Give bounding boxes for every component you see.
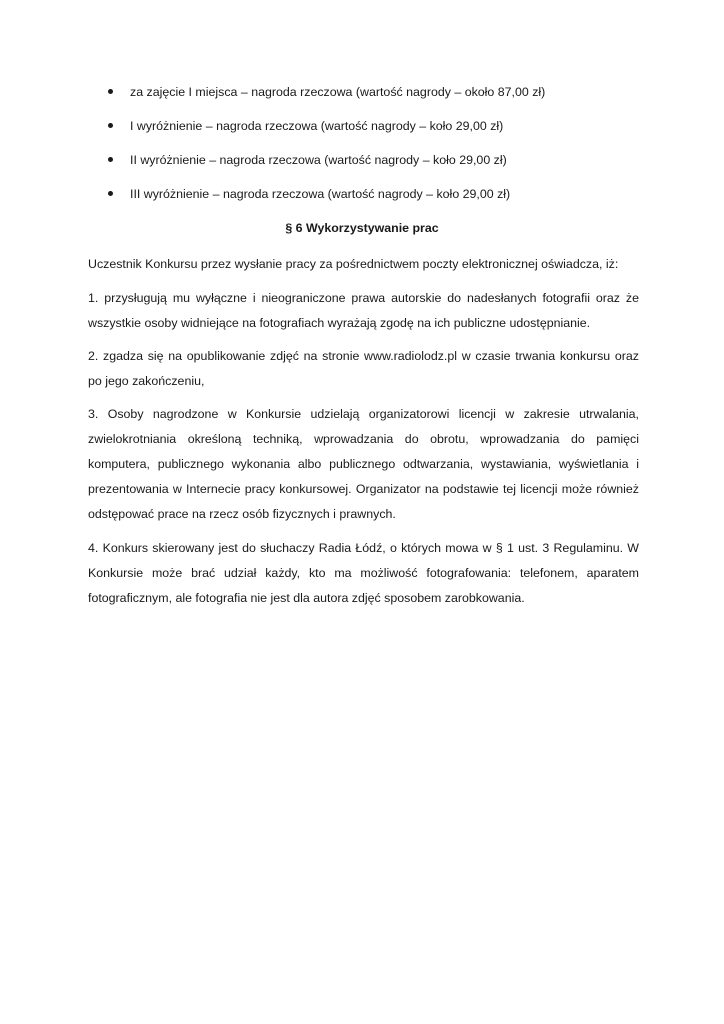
prize-text: za zajęcie I miejsca – nagroda rzeczowa (wartość nagrody – około 87,00 zł) [130, 85, 546, 99]
section-heading: § 6 Wykorzystywanie prac [285, 221, 439, 235]
bullet-icon [108, 191, 113, 196]
intro-paragraph: Uczestnik Konkursu przez wysłanie pracy za pośrednictwem poczty elektronicznej oświadcza, iż: [88, 257, 619, 271]
prize-text: I wyróżnienie – nagroda rzeczowa (wartość nagrody – koło 29,00 zł) [130, 119, 504, 133]
prize-text: II wyróżnienie – nagroda rzeczowa (wartość nagrody – koło 29,00 zł) [130, 153, 507, 167]
paragraph-4: 4. Konkurs skierowany jest do słuchaczy Radia Łódź, o których mowa w § 1 ust. 3 Regulaminu. W Konkursie może brać udział każdy, kto ma możliwość fotografowania: telefonem, aparatem fotograficznym, ale fotografia nie jest dla autora zdjęć sposobem zarobkowania. [88, 541, 639, 605]
list-item [88, 116, 648, 150]
paragraph-2: 2. zgadza się na opublikowanie zdjęć na stronie www.radiolodz.pl w czasie trwania konkursu oraz po jego zakończeniu, [88, 349, 639, 388]
list-item [88, 184, 648, 218]
list-item [88, 150, 648, 184]
bullet-icon [108, 89, 113, 94]
prize-text: III wyróżnienie – nagroda rzeczowa (wartość nagrody – koło 29,00 zł) [130, 187, 511, 201]
list-item [88, 82, 648, 116]
paragraph-3: 3. Osoby nagrodzone w Konkursie udzielają organizatorowi licencji w zakresie utrwalania, zwielokrotniania określoną techniką, wprowadzania do obrotu, wprowadzania do pamięci komputera, publicznego wykonania albo publicznego odtwarzania, wystawiania, wyświetlania i prezentowania w Internecie pracy konkursowej. Organizator na podstawie tej licencji może również odstępować prace na rzecz osób fizycznych i prawnych. [88, 407, 639, 521]
bullet-icon [108, 157, 113, 162]
bullet-icon [108, 123, 113, 128]
paragraph-1: 1. przysługują mu wyłączne i nieograniczone prawa autorskie do nadesłanych fotografii oraz że wszystkie osoby widniejące na fotografiach wyrażają zgodę na ich publiczne udostępnianie. [88, 291, 639, 330]
prize-list [88, 82, 648, 218]
